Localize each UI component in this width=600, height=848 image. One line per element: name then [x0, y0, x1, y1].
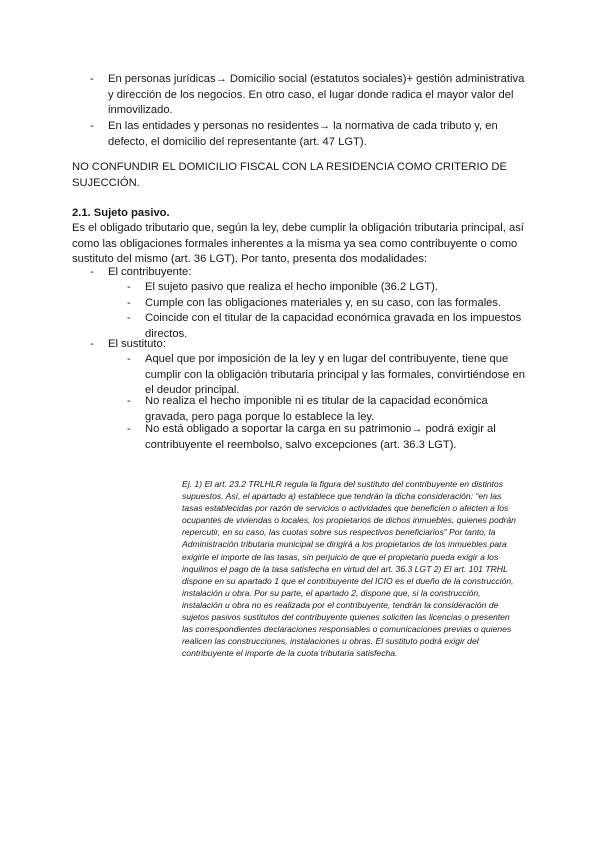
sustituto-item: No realiza el hecho imponible ni es titular de la capacidad económica gravada, pero paga porque lo establece la ley.: [145, 395, 488, 423]
sustituto-item: Aquel que por imposición de la ley y en lugar del contribuyente, tiene que cumplir con la obligación tributaria principal y las formales, convirtiéndose en el deudor principal.: [145, 353, 525, 397]
bullet-dash: -: [90, 73, 94, 85]
section-intro: Es el obligado tributario que, según la ley, debe cumplir la obligación tributaria principal, así como las obligaciones formales inherentes a la misma ya sea como contribuyente o como sustituto del mismo (art. 36 LGT). Por tanto, presenta dos modalidades:: [72, 222, 524, 266]
sub-bullet-dash: -: [127, 353, 131, 365]
contribuyente-item: Coincide con el titular de la capacidad económica gravada en los impuestos directos.: [145, 312, 522, 340]
sub-bullet-dash: -: [127, 281, 131, 293]
example-note: [182, 478, 522, 659]
bullet-text: En las entidades y personas no residentes→ la normativa de cada tributo y, en defecto, el domicilio del representante (art. 47 LGT).: [108, 120, 498, 148]
bullet-dash: -: [90, 120, 94, 132]
sustituto-item: No está obligado a soportar la carga en su patrimonio→ podrá exigir al contribuyente el reembolso, salvo excepciones (art. 36.3 LGT).: [145, 423, 496, 451]
contribuyente-item: El sujeto pasivo que realiza el hecho imponible (36.2 LGT).: [145, 281, 438, 293]
section-heading: 2.1. Sujeto pasivo.: [72, 207, 170, 219]
contribuyente-label: El contribuyente:: [108, 266, 192, 278]
sub-bullet-dash: -: [127, 312, 131, 324]
sustituto-label: El sustituto:: [108, 338, 166, 350]
sub-bullet-dash: -: [127, 423, 131, 435]
bullet-dash: -: [90, 338, 94, 350]
bullet-dash: -: [90, 266, 94, 278]
example-note-text: Ej. 1) El art. 23.2 TRLHLR regula la figura del sustituto del contribuyente en distintos supuestos. Así, el apartado a) establece que tendrán la dicha consideración: “en las tasas establecidas por razón de servicios o actividades que beneficien o afecten a los ocupantes de viviendas o locales, los propietarios de dichos inmuebles, quienes podrán repercutir, en su caso, las cuotas sobre sus respectivos beneficiarios” Por tanto, la Administración tributaria municipal se dirigirá a los propietarios de los inmuebles para exigirle el importe de las tasas, sin perjuicio de que el propietario pueda exigir a los inquilinos el pago de la tasa satisfecha en virtud del art. 36.3 LGT 2) El art. 101 TRHL dispone en su apartado 1 que el contribuyente del ICIO es el dueño de la construcción, instalación u obra. Por su parte, el apartado 2, dispone que, si la construcción, instalación u obra no es realizada por el contribuyente, tendrán la consideración de sujetos pasivos sustitutos del contribuyente quienes soliciten las licencias o presenten las correspondientes declaraciones responsables o comunicaciones previas o quienes realicen las construcciones, instalaciones u obras. El sustituto podrá exigir del contribuyente el importe de la cuota tributaria satisfecha.: [182, 479, 516, 659]
bullet-text: En personas jurídicas→ Domicilio social (estatutos sociales)+ gestión administrativa y dirección de los negocios. En otro caso, el lugar donde radica el mayor valor del inmovilizado.: [108, 73, 525, 117]
contribuyente-item: Cumple con las obligaciones materiales y, en su caso, con las formales.: [145, 297, 502, 309]
sub-bullet-dash: -: [127, 395, 131, 407]
sub-bullet-dash: -: [127, 297, 131, 309]
warning-text: NO CONFUNDIR EL DOMICILIO FISCAL CON LA RESIDENCIA COMO CRITERIO DE SUJECCIÓN.: [72, 161, 507, 189]
